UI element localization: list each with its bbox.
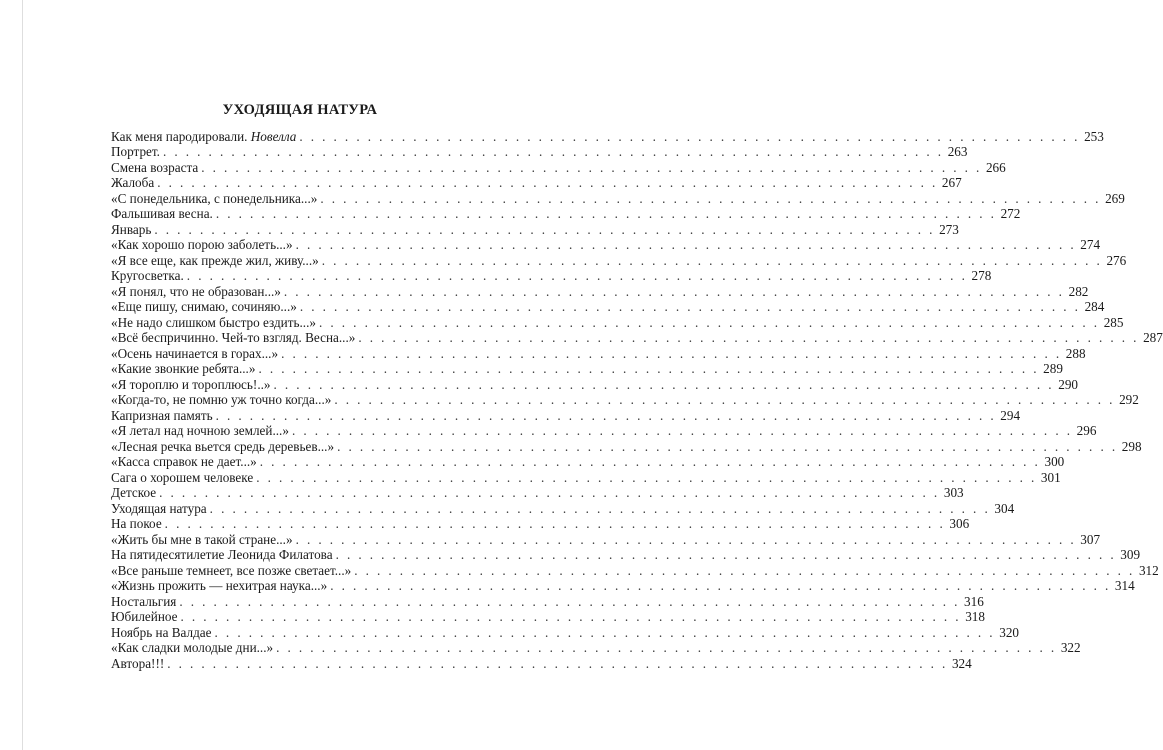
entry-title <box>111 656 164 672</box>
toc-entry <box>111 578 1135 594</box>
dot-leader: . . . . . . . . . . . . . . . . . . . . . . . . . . . . . . . . . . . . . . . . . . . . . . . . . . . . . . . . . . . . . . . . . . . . . <box>186 268 968 283</box>
entry-title <box>111 330 355 346</box>
entry-title-text: Уходящая натура <box>111 500 207 516</box>
entry-title-text: Капризная память <box>111 407 213 423</box>
entry-title-text: «Как хорошо порою заболеть...» <box>111 237 293 252</box>
entry-page-number: 304 <box>994 500 1015 516</box>
entry-page-number: 276 <box>1106 252 1127 268</box>
entry-page-number: 292 <box>1119 392 1139 407</box>
entry-page-number: 320 <box>999 624 1020 640</box>
toc-entry <box>111 454 1065 470</box>
entry-page-number: 263 <box>947 144 968 159</box>
entry-title-text: «Осень начинается в горах...» <box>111 345 279 361</box>
dot-leader: . . . . . . . . . . . . . . . . . . . . . . . . . . . . . . . . . . . . . . . . . . . . . . . . . . . . . . . . . . . . . . . . . . . . . <box>215 206 997 221</box>
entry-title <box>111 454 257 470</box>
entry-title <box>111 222 151 238</box>
entry-title <box>111 501 207 517</box>
entry-title-text: Детское <box>111 485 157 500</box>
dot-leader: . . . . . . . . . . . . . . . . . . . . . . . . . . . . . . . . . . . . . . . . . . . . . . . . . . . . . . . . . . . . . . . . . . . . . <box>299 299 1081 314</box>
entry-page-number: 267 <box>941 175 962 190</box>
entry-title-text: Жалоба <box>111 175 155 190</box>
entry-page-number: 272 <box>1000 206 1021 221</box>
dot-leader: . . . . . . . . . . . . . . . . . . . . . . . . . . . . . . . . . . . . . . . . . . . . . . . . . . . . . . . . . . . . . . . . . . . . . <box>258 361 1039 376</box>
dot-leader: . . . . . . . . . . . . . . . . . . . . . . . . . . . . . . . . . . . . . . . . . . . . . . . . . . . . . . . . . . . . . . . . . . . . . <box>295 237 1077 252</box>
entry-title <box>111 625 212 641</box>
entry-page-number: 324 <box>951 655 972 671</box>
dot-leader: . . . . . . . . . . . . . . . . . . . . . . . . . . . . . . . . . . . . . . . . . . . . . . . . . . . . . . . . . . . . . . . . . . . . . <box>167 655 948 671</box>
entry-page-number: 300 <box>1044 454 1065 469</box>
entry-title <box>111 563 351 579</box>
dot-leader: . . . . . . . . . . . . . . . . . . . . . . . . . . . . . . . . . . . . . . . . . . . . . . . . . . . . . . . . . . . . . . . . . . . . . <box>283 283 1065 299</box>
toc-entry <box>111 144 968 160</box>
toc-entry <box>111 314 1124 331</box>
entry-title-text: «Как сладки молодые дни...» <box>111 640 274 655</box>
dot-leader: . . . . . . . . . . . . . . . . . . . . . . . . . . . . . . . . . . . . . . . . . . . . . . . . . . . . . . . . . . . . . . . . . . . . . <box>201 159 982 175</box>
dot-leader: . . . . . . . . . . . . . . . . . . . . . . . . . . . . . . . . . . . . . . . . . . . . . . . . . . . . . . . . . . . . . . . . . . . . . <box>273 376 1054 392</box>
entry-title <box>111 268 184 284</box>
entry-title <box>111 594 176 610</box>
entry-title-text: «Касса справок не дает...» <box>111 454 257 469</box>
dot-leader: . . . . . . . . . . . . . . . . . . . . . . . . . . . . . . . . . . . . . . . . . . . . . . . . . . . . . . . . . . . . . . . . . . . . . <box>295 531 1077 547</box>
dot-leader: . . . . . . . . . . . . . . . . . . . . . . . . . . . . . . . . . . . . . . . . . . . . . . . . . . . . . . . . . . . . . . . . . . . . . <box>358 330 1139 345</box>
entry-page-number: 301 <box>1040 469 1061 485</box>
entry-title <box>111 640 273 656</box>
entry-title-text: «Еще пишу, снимаю, сочиняю...» <box>111 299 297 314</box>
entry-title-text: Как меня пародировали. <box>111 128 248 144</box>
dot-leader: . . . . . . . . . . . . . . . . . . . . . . . . . . . . . . . . . . . . . . . . . . . . . . . . . . . . . . . . . . . . . . . . . . . . . <box>276 640 1057 655</box>
dot-leader: . . . . . . . . . . . . . . . . . . . . . . . . . . . . . . . . . . . . . . . . . . . . . . . . . . . . . . . . . . . . . . . . . . . . . <box>157 175 938 190</box>
dot-leader: . . . . . . . . . . . . . . . . . . . . . . . . . . . . . . . . . . . . . . . . . . . . . . . . . . . . . . . . . . . . . . . . . . . . . <box>319 314 1100 330</box>
toc-entry <box>111 221 959 238</box>
toc-entry <box>111 438 1142 455</box>
entry-title <box>111 439 334 455</box>
toc-entry <box>111 485 964 501</box>
entry-page-number: 309 <box>1120 547 1141 562</box>
entry-page-number: 288 <box>1065 345 1086 361</box>
entry-title-text: Смена возраста <box>111 159 199 175</box>
toc-entry <box>111 547 1141 563</box>
toc-entry <box>111 531 1101 548</box>
entry-title <box>111 144 160 160</box>
entry-title <box>111 284 281 300</box>
entry-page-number: 285 <box>1103 314 1124 330</box>
toc-entry <box>111 268 992 284</box>
entry-page-number: 312 <box>1138 562 1159 578</box>
dot-leader: . . . . . . . . . . . . . . . . . . . . . . . . . . . . . . . . . . . . . . . . . . . . . . . . . . . . . . . . . . . . . . . . . . . . . <box>215 407 997 423</box>
entry-page-number: 322 <box>1060 640 1081 655</box>
entry-title <box>111 532 293 548</box>
entry-title-text: Кругосветка. <box>111 268 184 283</box>
entry-title <box>111 377 271 393</box>
entry-title <box>111 129 296 145</box>
toc-entry <box>111 500 1015 517</box>
entry-page-number: 273 <box>939 221 959 237</box>
entry-title-text: Юбилейное <box>111 609 178 624</box>
toc-entry <box>111 593 984 610</box>
entry-title <box>111 191 317 207</box>
toc-entry <box>111 640 1081 656</box>
toc-entry <box>111 345 1086 362</box>
dot-leader: . . . . . . . . . . . . . . . . . . . . . . . . . . . . . . . . . . . . . . . . . . . . . . . . . . . . . . . . . . . . . . . . . . . . . <box>299 128 1080 144</box>
entry-title-text: «Я летал над ночною землей...» <box>111 423 289 438</box>
toc-entry <box>111 237 1101 253</box>
entry-page-number: 287 <box>1143 330 1163 345</box>
toc-entry <box>111 361 1063 377</box>
dot-leader: . . . . . . . . . . . . . . . . . . . . . . . . . . . . . . . . . . . . . . . . . . . . . . . . . . . . . . . . . . . . . . . . . . . . . <box>179 593 960 609</box>
toc-entry <box>111 655 972 672</box>
dot-leader: . . . . . . . . . . . . . . . . . . . . . . . . . . . . . . . . . . . . . . . . . . . . . . . . . . . . . . . . . . . . . . . . . . . . . <box>334 392 1115 407</box>
entry-title <box>111 392 331 408</box>
entry-title <box>111 609 177 625</box>
toc-entry <box>111 516 970 532</box>
entry-page-number: 316 <box>964 593 984 609</box>
dot-leader: . . . . . . . . . . . . . . . . . . . . . . . . . . . . . . . . . . . . . . . . . . . . . . . . . . . . . . . . . . . . . . . . . . . . . <box>154 221 935 237</box>
entry-title-text: Ностальгия <box>111 593 177 609</box>
entry-title-text: «Жить бы мне в такой стране...» <box>111 531 293 547</box>
entry-title <box>111 160 198 176</box>
toc-entry <box>111 469 1061 486</box>
entry-title-text: «Лесная речка вьется средь деревьев...» <box>111 438 335 454</box>
dot-leader: . . . . . . . . . . . . . . . . . . . . . . . . . . . . . . . . . . . . . . . . . . . . . . . . . . . . . . . . . . . . . . . . . . . . . <box>321 252 1103 268</box>
toc-entry <box>111 609 985 625</box>
dot-leader: . . . . . . . . . . . . . . . . . . . . . . . . . . . . . . . . . . . . . . . . . . . . . . . . . . . . . . . . . . . . . . . . . . . . . <box>281 345 1062 361</box>
entry-title-text: «Какие звонкие ребята...» <box>111 361 256 376</box>
dot-leader: . . . . . . . . . . . . . . . . . . . . . . . . . . . . . . . . . . . . . . . . . . . . . . . . . . . . . . . . . . . . . . . . . . . . . <box>209 500 991 516</box>
entry-page-number: 274 <box>1080 237 1101 252</box>
entry-title-text: Ноябрь на Валдае <box>111 624 212 640</box>
entry-title-text: Фальшивая весна. <box>111 206 213 221</box>
entry-title-text: «Жизнь прожить — нехитрая наука...» <box>111 578 328 593</box>
toc-entry <box>111 283 1089 300</box>
dot-leader: . . . . . . . . . . . . . . . . . . . . . . . . . . . . . . . . . . . . . . . . . . . . . . . . . . . . . . . . . . . . . . . . . . . . . <box>214 624 996 640</box>
entry-page-number: 278 <box>971 268 992 283</box>
entry-title-text: «Я тороплю и тороплюсь!..» <box>111 376 271 392</box>
entry-page-number: 290 <box>1058 376 1078 392</box>
entry-title-text: «Не надо слишком быстро ездить...» <box>111 314 316 330</box>
entry-page-number: 296 <box>1076 423 1097 438</box>
toc-entry <box>111 407 1021 424</box>
entry-title <box>111 237 293 253</box>
dot-leader: . . . . . . . . . . . . . . . . . . . . . . . . . . . . . . . . . . . . . . . . . . . . . . . . . . . . . . . . . . . . . . . . . . . . . <box>256 469 1037 485</box>
entry-title-text: «Я понял, что не образован...» <box>111 283 281 299</box>
entry-title-text: «Все раньше темнеет, все позже светает...» <box>111 562 352 578</box>
entry-title <box>111 253 319 269</box>
entry-title <box>111 423 289 439</box>
entry-page-number: 253 <box>1084 128 1104 144</box>
dot-leader: . . . . . . . . . . . . . . . . . . . . . . . . . . . . . . . . . . . . . . . . . . . . . . . . . . . . . . . . . . . . . . . . . . . . . <box>335 547 1117 562</box>
entry-title <box>111 299 297 315</box>
toc-entry <box>111 423 1097 439</box>
table-of-contents <box>111 128 1163 672</box>
entry-title-text: На покое <box>111 516 162 531</box>
entry-title-text: Портрет. <box>111 144 160 159</box>
entry-page-number: 298 <box>1121 438 1142 454</box>
dot-leader: . . . . . . . . . . . . . . . . . . . . . . . . . . . . . . . . . . . . . . . . . . . . . . . . . . . . . . . . . . . . . . . . . . . . . <box>291 423 1073 438</box>
entry-page-number: 306 <box>949 516 970 531</box>
dot-leader: . . . . . . . . . . . . . . . . . . . . . . . . . . . . . . . . . . . . . . . . . . . . . . . . . . . . . . . . . . . . . . . . . . . . . <box>354 562 1135 578</box>
entry-page-number: 303 <box>943 485 964 500</box>
entry-title-text: «С понедельника, с понедельника...» <box>111 190 318 206</box>
entry-title-text: Автора!!! <box>111 655 165 671</box>
entry-page-number: 307 <box>1080 531 1101 547</box>
entry-title <box>111 206 213 222</box>
toc-entry <box>111 376 1078 393</box>
entry-page-number: 289 <box>1043 361 1063 376</box>
entry-title <box>111 547 333 563</box>
entry-title <box>111 175 154 191</box>
toc-entry <box>111 624 1020 641</box>
dot-leader: . . . . . . . . . . . . . . . . . . . . . . . . . . . . . . . . . . . . . . . . . . . . . . . . . . . . . . . . . . . . . . . . . . . . . <box>164 516 946 531</box>
entry-title <box>111 470 253 486</box>
entry-page-number: 318 <box>965 609 985 624</box>
toc-entry <box>111 128 1104 145</box>
entry-page-number: 269 <box>1105 190 1125 206</box>
dot-leader: . . . . . . . . . . . . . . . . . . . . . . . . . . . . . . . . . . . . . . . . . . . . . . . . . . . . . . . . . . . . . . . . . . . . . <box>259 454 1041 469</box>
toc-entry <box>111 190 1125 207</box>
entry-title <box>111 361 255 377</box>
entry-title-text: Сага о хорошем человеке <box>111 469 254 485</box>
toc-entry <box>111 175 962 191</box>
toc-entry <box>111 562 1159 579</box>
entry-title <box>111 315 316 331</box>
entry-title <box>111 346 278 362</box>
dot-leader: . . . . . . . . . . . . . . . . . . . . . . . . . . . . . . . . . . . . . . . . . . . . . . . . . . . . . . . . . . . . . . . . . . . . . <box>162 144 944 159</box>
toc-entry <box>111 330 1163 346</box>
entry-genre: Новелла <box>250 128 297 144</box>
entry-title <box>111 485 156 501</box>
toc-entry <box>111 206 1021 222</box>
entry-page-number: 282 <box>1068 283 1089 299</box>
entry-title <box>111 516 162 532</box>
toc-entry <box>111 252 1127 269</box>
dot-leader: . . . . . . . . . . . . . . . . . . . . . . . . . . . . . . . . . . . . . . . . . . . . . . . . . . . . . . . . . . . . . . . . . . . . . <box>330 578 1111 593</box>
toc-entry <box>111 392 1139 408</box>
entry-title-text: На пятидесятилетие Леонида Филатова <box>111 547 333 562</box>
entry-title <box>111 408 213 424</box>
toc-entry <box>111 299 1105 315</box>
entry-title-text: «Я все еще, как прежде жил, живу...» <box>111 252 319 268</box>
dot-leader: . . . . . . . . . . . . . . . . . . . . . . . . . . . . . . . . . . . . . . . . . . . . . . . . . . . . . . . . . . . . . . . . . . . . . <box>180 609 961 624</box>
entry-page-number: 294 <box>1000 407 1021 423</box>
dot-leader: . . . . . . . . . . . . . . . . . . . . . . . . . . . . . . . . . . . . . . . . . . . . . . . . . . . . . . . . . . . . . . . . . . . . . <box>320 190 1101 206</box>
entry-page-number: 266 <box>985 159 1006 175</box>
entry-title-text: Январь <box>111 221 152 237</box>
dot-leader: . . . . . . . . . . . . . . . . . . . . . . . . . . . . . . . . . . . . . . . . . . . . . . . . . . . . . . . . . . . . . . . . . . . . . <box>337 438 1118 454</box>
section-title: УХОДЯЩАЯ НАТУРА <box>222 102 378 118</box>
entry-title <box>111 578 327 594</box>
entry-page-number: 314 <box>1114 578 1135 593</box>
entry-page-number: 284 <box>1084 299 1105 314</box>
entry-title-text: «Всё беспричинно. Чей-то взгляд. Весна...» <box>111 330 356 345</box>
dot-leader: . . . . . . . . . . . . . . . . . . . . . . . . . . . . . . . . . . . . . . . . . . . . . . . . . . . . . . . . . . . . . . . . . . . . . <box>159 485 940 500</box>
entry-title-text: «Когда-то, не помню уж точно когда...» <box>111 392 332 407</box>
toc-entry <box>111 159 1006 176</box>
